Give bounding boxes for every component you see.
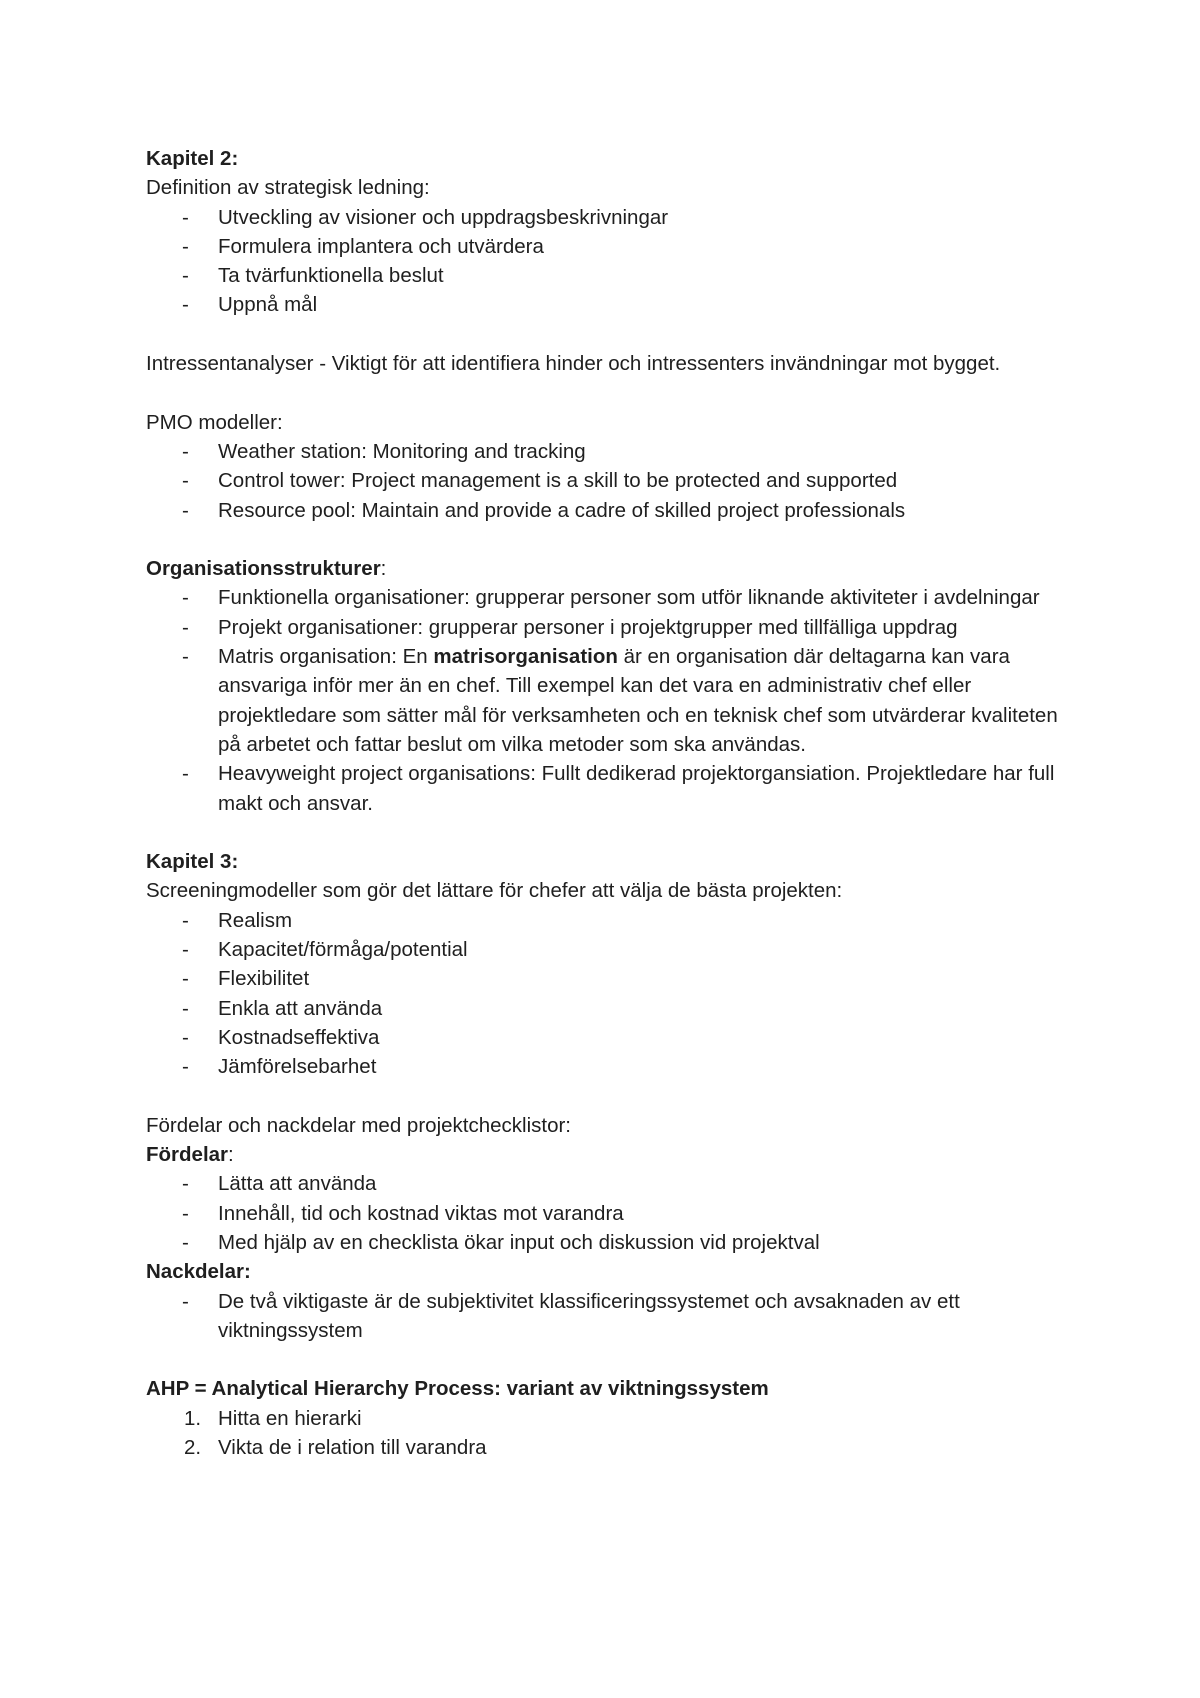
dash-marker: - [182, 586, 189, 610]
heading-nackdelar: Nackdelar: [146, 1260, 251, 1284]
definition-label: Definition av strategisk ledning: [146, 176, 430, 200]
list-item: - Ta tvärfunktionella beslut [146, 261, 1066, 290]
intressent-paragraph: Intressentanalyser - Viktigt för att identifiera hinder och intressenters invändningar mot bygget. [146, 352, 1001, 376]
dash-marker: - [182, 1025, 189, 1049]
document-body [146, 144, 1066, 1462]
screening-list [146, 906, 1066, 1082]
list-item: - Innehåll, tid och kostnad viktas mot varandra [146, 1199, 1066, 1228]
dash-marker: - [182, 469, 189, 493]
dash-marker: - [182, 205, 189, 229]
list-item: - Resource pool: Maintain and provide a cadre of skilled project professionals [146, 496, 1066, 525]
heading-fordelar: Fördelar: [146, 1143, 234, 1167]
dash-marker: - [182, 996, 189, 1020]
definition-list [146, 203, 1066, 320]
list-item: - Projekt organisationer: grupperar personer i projektgrupper med tillfälliga uppdrag [146, 613, 1066, 642]
list-item: - De två viktigaste är de subjektivitet klassificeringssystemet och avsaknaden av ett viktningssystem [146, 1287, 1066, 1346]
nackdelar-list [146, 1287, 1066, 1346]
dash-marker: - [182, 1172, 189, 1196]
list-item: - Jämförelsebarhet [146, 1052, 1066, 1081]
dash-marker: - [182, 293, 189, 317]
dash-marker: - [182, 439, 189, 463]
dash-marker: - [182, 615, 189, 639]
list-item: - Kapacitet/förmåga/potential [146, 935, 1066, 964]
list-item: - Control tower: Project management is a skill to be protected and supported [146, 466, 1066, 495]
heading-organisationsstrukturer: Organisationsstrukturer: [146, 557, 387, 581]
list-item: - Realism [146, 906, 1066, 935]
list-item: - Formulera implantera och utvärdera [146, 232, 1066, 261]
org-list [146, 583, 1066, 817]
list-item: - Flexibilitet [146, 964, 1066, 993]
heading-kapitel-3: Kapitel 3: [146, 850, 239, 874]
heading-ahp: AHP = Analytical Hierarchy Process: variant av viktningssystem [146, 1377, 769, 1401]
blank-line [146, 320, 1066, 349]
list-item: - Kostnadseffektiva [146, 1023, 1066, 1052]
list-item: - Lätta att använda [146, 1169, 1066, 1198]
dash-marker: - [182, 1230, 189, 1254]
dash-marker: - [182, 498, 189, 522]
heading-kapitel-2: Kapitel 2: [146, 147, 239, 170]
list-item: 2. Vikta de i relation till varandra [146, 1433, 1066, 1462]
list-item: - Enkla att använda [146, 994, 1066, 1023]
dash-marker: - [182, 967, 189, 991]
blank-line [146, 378, 1066, 407]
dash-marker: - [182, 1289, 189, 1313]
list-item: - Matris organisation: En matrisorganisation är en organisation där deltagarna kan vara ansvariga inför mer än en chef. Till exempel kan det vara en administrativ chef eller projektledare som sätter mål för verksamheten och en teknisk chef som utvärderar kvaliteten på arbetet och fattar beslut om vilka metoder som ska användas. [146, 642, 1066, 759]
screening-label: Screeningmodeller som gör det lättare för chefer att välja de bästa projekten: [146, 879, 843, 903]
list-item: - Funktionella organisationer: grupperar personer som utför liknande aktiviteter i avdelningar [146, 583, 1066, 612]
dash-marker: - [182, 908, 189, 932]
ahp-list [146, 1404, 1066, 1463]
dash-marker: - [182, 938, 189, 962]
list-item: - Utveckling av visioner och uppdragsbeskrivningar [146, 203, 1066, 232]
blank-line [146, 818, 1066, 847]
dash-marker: - [182, 645, 189, 669]
checklist-label: Fördelar och nackdelar med projektchecklistor: [146, 1113, 571, 1137]
dash-marker: - [182, 1201, 189, 1225]
list-item: - Heavyweight project organisations: Fullt dedikerad projektorgansiation. Projektledare har full makt och ansvar. [146, 759, 1066, 818]
dash-marker: - [182, 762, 189, 786]
blank-line [146, 525, 1066, 554]
pmo-list [146, 437, 1066, 525]
dash-marker: - [182, 264, 189, 288]
number-marker: 2. [184, 1436, 202, 1460]
list-item: 1. Hitta en hierarki [146, 1404, 1066, 1433]
dash-marker: - [182, 234, 189, 258]
list-item: - Weather station: Monitoring and tracking [146, 437, 1066, 466]
dash-marker: - [182, 1055, 189, 1079]
fordelar-list [146, 1169, 1066, 1257]
number-marker: 1. [184, 1406, 202, 1430]
list-item: - Uppnå mål [146, 290, 1066, 319]
list-item: - Med hjälp av en checklista ökar input och diskussion vid projektval [146, 1228, 1066, 1257]
blank-line [146, 1345, 1066, 1374]
pmo-label: PMO modeller: [146, 410, 283, 434]
blank-line [146, 1082, 1066, 1111]
